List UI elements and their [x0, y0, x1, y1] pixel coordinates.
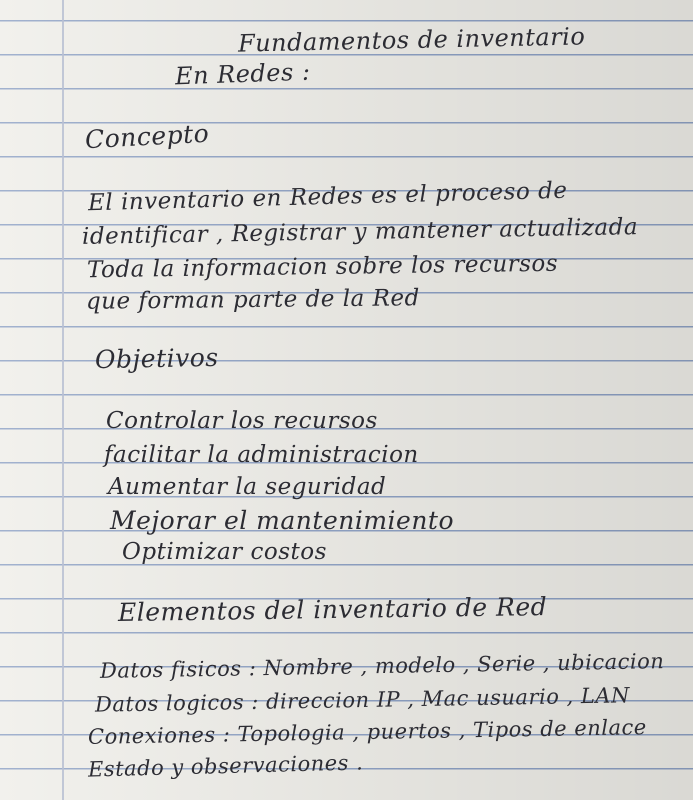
objetivo-3: Aumentar la seguridad	[108, 474, 387, 500]
elemento-3: Conexiones : Topologia , puertos , Tipos de enlace	[87, 715, 647, 749]
elementos-heading: Elementos del inventario de Red	[117, 592, 548, 627]
objetivo-2: facilitar la administracion	[104, 442, 419, 468]
elemento-4: Estado y observaciones .	[87, 750, 364, 782]
elemento-1: Datos fisicos : Nombre , modelo , Serie , ubicacion	[99, 649, 665, 683]
concepto-line-4: que forman parte de la Red	[85, 285, 420, 315]
concepto-line-3: Toda la informacion sobre los recursos	[86, 250, 559, 284]
concepto-line-1: El inventario en Redes es el proceso de	[87, 177, 568, 217]
title-line-1: Fundamentos de inventario	[237, 22, 586, 58]
margin-line	[62, 0, 64, 800]
title-line-2: En Redes :	[174, 57, 311, 91]
concepto-line-2: identificar , Registrar y mantener actualizada	[81, 214, 639, 250]
objetivo-1: Controlar los recursos	[106, 408, 378, 434]
elemento-2: Datos logicos : direccion IP , Mac usuario , LAN	[94, 683, 631, 717]
objetivo-5: Optimizar costos	[122, 539, 327, 565]
objetivo-4: Mejorar el mantenimiento	[110, 506, 455, 535]
objetivos-heading: Objetivos	[94, 342, 219, 375]
concepto-heading: Concepto	[84, 118, 210, 155]
